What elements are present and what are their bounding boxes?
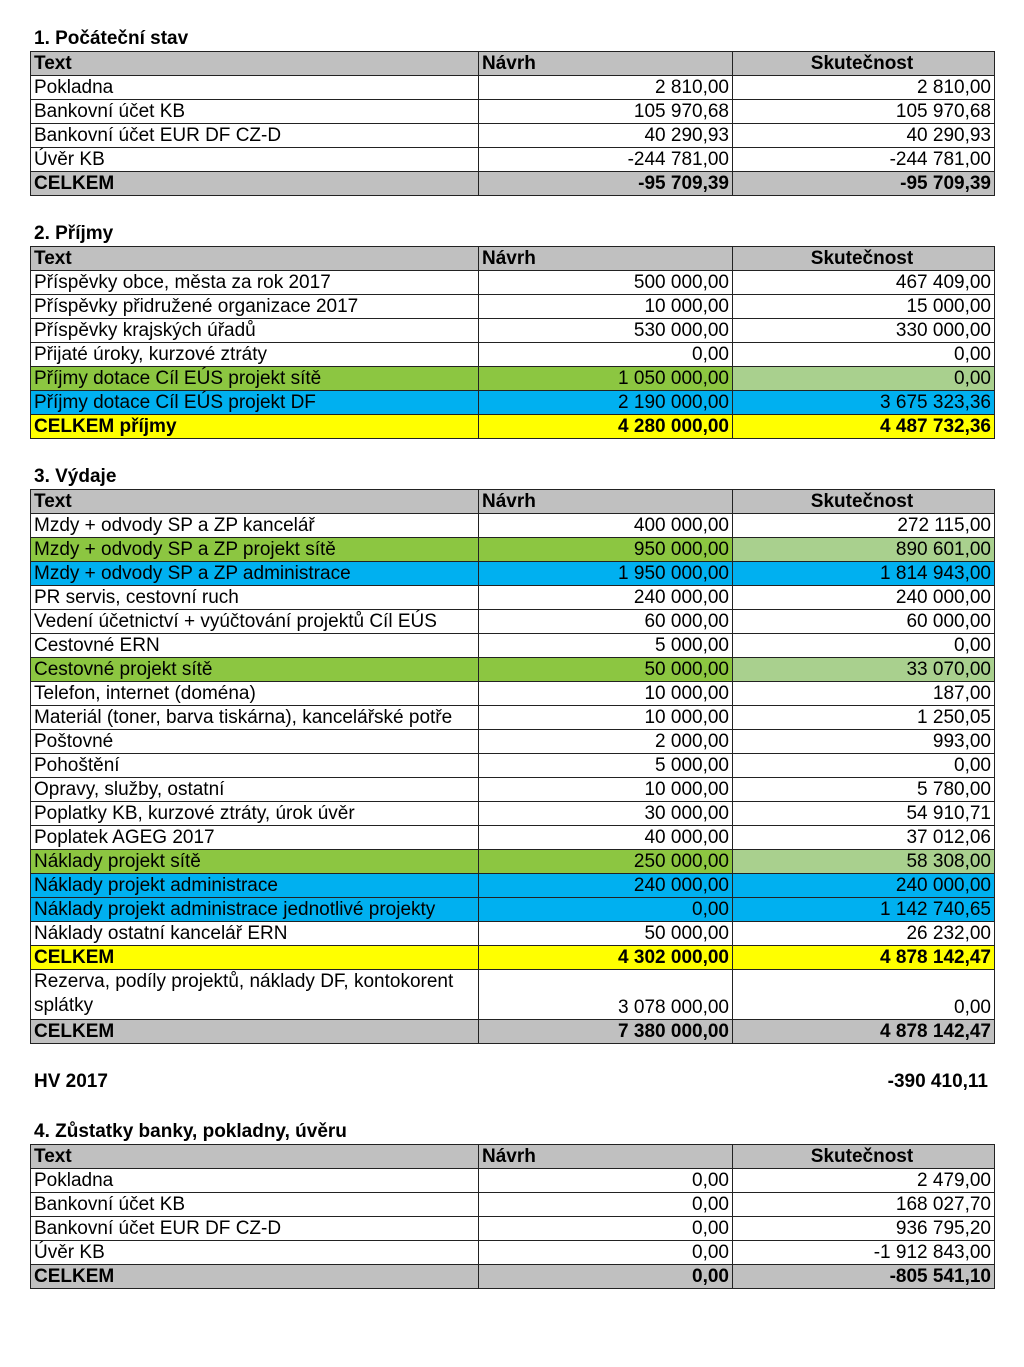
table-vydaje — [30, 489, 995, 1044]
cell-skutecnost: 60 000,00 — [733, 610, 995, 634]
cell-text: Vedení účetnictví + vyúčtování projektů Cíl EÚS — [31, 610, 479, 634]
table-row — [31, 148, 995, 172]
header-skutecnost: Skutečnost — [733, 52, 995, 76]
table-row-green — [31, 658, 995, 682]
cell-skutecnost: -95 709,39 — [733, 172, 995, 196]
cell-skutecnost: 54 910,71 — [733, 802, 995, 826]
cell-navrh: 105 970,68 — [479, 100, 733, 124]
cell-navrh: 50 000,00 — [479, 658, 733, 682]
cell-navrh: 2 190 000,00 — [479, 391, 733, 415]
cell-text: CELKEM — [31, 1020, 479, 1044]
cell-text: Příjmy dotace Cíl EÚS projekt sítě — [31, 367, 479, 391]
table-header — [31, 1145, 995, 1169]
cell-skutecnost: 5 780,00 — [733, 778, 995, 802]
cell-skutecnost: 1 142 740,65 — [733, 898, 995, 922]
cell-text: Telefon, internet (doména) — [31, 682, 479, 706]
cell-text: Úvěr KB — [31, 1241, 479, 1265]
cell-navrh: 2 000,00 — [479, 730, 733, 754]
cell-navrh: -95 709,39 — [479, 172, 733, 196]
table-row — [31, 610, 995, 634]
table-row — [31, 295, 995, 319]
header-navrh: Návrh — [479, 247, 733, 271]
cell-skutecnost: 1 250,05 — [733, 706, 995, 730]
cell-text: Úvěr KB — [31, 148, 479, 172]
table-row — [31, 778, 995, 802]
cell-skutecnost: 993,00 — [733, 730, 995, 754]
cell-navrh: 5 000,00 — [479, 754, 733, 778]
cell-skutecnost: 0,00 — [733, 634, 995, 658]
cell-navrh: 2 810,00 — [479, 76, 733, 100]
table-pocatecni-stav — [30, 51, 995, 196]
header-skutecnost: Skutečnost — [733, 490, 995, 514]
table-row — [31, 1217, 995, 1241]
cell-skutecnost: 330 000,00 — [733, 319, 995, 343]
table-row — [31, 682, 995, 706]
table-row-blue — [31, 874, 995, 898]
cell-text: Mzdy + odvody SP a ZP projekt sítě — [31, 538, 479, 562]
budget-document — [30, 27, 994, 1289]
cell-text: Příjmy dotace Cíl EÚS projekt DF — [31, 391, 479, 415]
table-row — [31, 586, 995, 610]
cell-navrh: 240 000,00 — [479, 586, 733, 610]
cell-skutecnost: 467 409,00 — [733, 271, 995, 295]
cell-navrh: 240 000,00 — [479, 874, 733, 898]
table-row — [31, 343, 995, 367]
hv-summary — [30, 1070, 994, 1094]
table-row-green — [31, 538, 995, 562]
cell-navrh: 5 000,00 — [479, 634, 733, 658]
hv-value: -390 410,11 — [887, 1071, 988, 1092]
total-row — [31, 1020, 995, 1044]
cell-navrh: 950 000,00 — [479, 538, 733, 562]
hv-label: HV 2017 — [34, 1071, 108, 1092]
cell-text: CELKEM — [31, 172, 479, 196]
cell-navrh: 0,00 — [479, 1169, 733, 1193]
table-row-green — [31, 850, 995, 874]
table-row — [31, 271, 995, 295]
table-prijmy — [30, 246, 995, 439]
cell-skutecnost: 2 479,00 — [733, 1169, 995, 1193]
table-row — [31, 319, 995, 343]
cell-text: Náklady projekt administrace — [31, 874, 479, 898]
cell-text: Poplatky KB, kurzové ztráty, úrok úvěr — [31, 802, 479, 826]
cell-text: Poštovné — [31, 730, 479, 754]
header-navrh: Návrh — [479, 52, 733, 76]
cell-skutecnost: 4 487 732,36 — [733, 415, 995, 439]
cell-skutecnost: 4 878 142,47 — [733, 1020, 995, 1044]
table-row-blue — [31, 391, 995, 415]
cell-navrh: 0,00 — [479, 1193, 733, 1217]
cell-navrh: 30 000,00 — [479, 802, 733, 826]
cell-skutecnost: 26 232,00 — [733, 922, 995, 946]
cell-navrh: 50 000,00 — [479, 922, 733, 946]
cell-text: Materiál (toner, barva tiskárna), kancelářské potře — [31, 706, 479, 730]
table-row — [31, 124, 995, 148]
table-row — [31, 706, 995, 730]
cell-text: Mzdy + odvody SP a ZP kancelář — [31, 514, 479, 538]
table-header — [31, 247, 995, 271]
cell-navrh: -244 781,00 — [479, 148, 733, 172]
cell-text: Rezerva, podíly projektů, náklady DF, kontokorent splátky — [31, 970, 479, 1020]
cell-skutecnost: 0,00 — [733, 970, 995, 1020]
cell-text: Příspěvky obce, města za rok 2017 — [31, 271, 479, 295]
table-row — [31, 802, 995, 826]
header-text: Text — [31, 52, 479, 76]
cell-navrh: 60 000,00 — [479, 610, 733, 634]
table-row — [31, 634, 995, 658]
header-navrh: Návrh — [479, 1145, 733, 1169]
cell-skutecnost: 890 601,00 — [733, 538, 995, 562]
total-row — [31, 172, 995, 196]
section-title-pocatecni-stav: 1. Počáteční stav — [34, 28, 189, 49]
cell-text: Poplatek AGEG 2017 — [31, 826, 479, 850]
cell-skutecnost: 40 290,93 — [733, 124, 995, 148]
header-skutecnost: Skutečnost — [733, 247, 995, 271]
header-navrh: Návrh — [479, 490, 733, 514]
section-title-zustatky: 4. Zůstatky banky, pokladny, úvěru — [34, 1121, 347, 1142]
cell-skutecnost: 0,00 — [733, 367, 995, 391]
cell-navrh: 4 302 000,00 — [479, 946, 733, 970]
cell-text: Pokladna — [31, 76, 479, 100]
cell-text: Cestovné projekt sítě — [31, 658, 479, 682]
cell-skutecnost: 105 970,68 — [733, 100, 995, 124]
cell-text: Náklady ostatní kancelář ERN — [31, 922, 479, 946]
table-row — [31, 1169, 995, 1193]
cell-text: Cestovné ERN — [31, 634, 479, 658]
cell-text: CELKEM — [31, 1265, 479, 1289]
cell-skutecnost: 240 000,00 — [733, 586, 995, 610]
header-text: Text — [31, 247, 479, 271]
cell-navrh: 0,00 — [479, 1217, 733, 1241]
cell-navrh: 0,00 — [479, 343, 733, 367]
cell-skutecnost: 4 878 142,47 — [733, 946, 995, 970]
subtotal-row — [31, 946, 995, 970]
cell-navrh: 530 000,00 — [479, 319, 733, 343]
table-row-green — [31, 367, 995, 391]
cell-navrh: 250 000,00 — [479, 850, 733, 874]
total-row — [31, 1265, 995, 1289]
cell-skutecnost: 2 810,00 — [733, 76, 995, 100]
cell-navrh: 0,00 — [479, 1265, 733, 1289]
cell-text: Náklady projekt sítě — [31, 850, 479, 874]
cell-navrh: 1 950 000,00 — [479, 562, 733, 586]
cell-skutecnost: 240 000,00 — [733, 874, 995, 898]
cell-skutecnost: 272 115,00 — [733, 514, 995, 538]
cell-navrh: 1 050 000,00 — [479, 367, 733, 391]
table-row — [31, 730, 995, 754]
cell-skutecnost: -244 781,00 — [733, 148, 995, 172]
cell-skutecnost: -805 541,10 — [733, 1265, 995, 1289]
cell-skutecnost: -1 912 843,00 — [733, 1241, 995, 1265]
header-text: Text — [31, 490, 479, 514]
cell-text: Bankovní účet EUR DF CZ-D — [31, 124, 479, 148]
table-row-blue — [31, 898, 995, 922]
cell-text: Bankovní účet EUR DF CZ-D — [31, 1217, 479, 1241]
section-title-prijmy: 2. Příjmy — [34, 223, 114, 244]
cell-text: Náklady projekt administrace jednotlivé projekty — [31, 898, 479, 922]
cell-skutecnost: 3 675 323,36 — [733, 391, 995, 415]
total-row — [31, 415, 995, 439]
cell-skutecnost: 0,00 — [733, 343, 995, 367]
cell-text: Bankovní účet KB — [31, 100, 479, 124]
cell-skutecnost: 0,00 — [733, 754, 995, 778]
cell-text: Opravy, služby, ostatní — [31, 778, 479, 802]
table-row — [31, 826, 995, 850]
cell-skutecnost: 1 814 943,00 — [733, 562, 995, 586]
cell-navrh: 400 000,00 — [479, 514, 733, 538]
cell-text: CELKEM — [31, 946, 479, 970]
cell-navrh: 0,00 — [479, 898, 733, 922]
table-row — [31, 76, 995, 100]
cell-navrh: 40 290,93 — [479, 124, 733, 148]
cell-text: Mzdy + odvody SP a ZP administrace — [31, 562, 479, 586]
table-row — [31, 1241, 995, 1265]
header-skutecnost: Skutečnost — [733, 1145, 995, 1169]
table-row — [31, 1193, 995, 1217]
table-row — [31, 514, 995, 538]
cell-navrh: 10 000,00 — [479, 682, 733, 706]
cell-skutecnost: 187,00 — [733, 682, 995, 706]
cell-text: PR servis, cestovní ruch — [31, 586, 479, 610]
cell-navrh: 7 380 000,00 — [479, 1020, 733, 1044]
table-row — [31, 754, 995, 778]
table-row — [31, 922, 995, 946]
cell-text: Pohoštění — [31, 754, 479, 778]
table-header — [31, 52, 995, 76]
cell-text: Bankovní účet KB — [31, 1193, 479, 1217]
cell-skutecnost: 37 012,06 — [733, 826, 995, 850]
cell-skutecnost: 15 000,00 — [733, 295, 995, 319]
table-row — [31, 100, 995, 124]
cell-navrh: 500 000,00 — [479, 271, 733, 295]
cell-text: Pokladna — [31, 1169, 479, 1193]
cell-skutecnost: 33 070,00 — [733, 658, 995, 682]
cell-navrh: 40 000,00 — [479, 826, 733, 850]
table-row-blue — [31, 562, 995, 586]
cell-navrh: 10 000,00 — [479, 706, 733, 730]
cell-navrh: 4 280 000,00 — [479, 415, 733, 439]
cell-skutecnost: 936 795,20 — [733, 1217, 995, 1241]
cell-skutecnost: 168 027,70 — [733, 1193, 995, 1217]
cell-text: Příspěvky krajských úřadů — [31, 319, 479, 343]
cell-navrh: 3 078 000,00 — [479, 970, 733, 1020]
cell-navrh: 10 000,00 — [479, 778, 733, 802]
table-header — [31, 490, 995, 514]
header-text: Text — [31, 1145, 479, 1169]
cell-text: CELKEM příjmy — [31, 415, 479, 439]
section-title-vydaje: 3. Výdaje — [34, 466, 117, 487]
cell-navrh: 10 000,00 — [479, 295, 733, 319]
cell-navrh: 0,00 — [479, 1241, 733, 1265]
cell-skutecnost: 58 308,00 — [733, 850, 995, 874]
table-zustatky — [30, 1144, 995, 1289]
cell-text: Přijaté úroky, kurzové ztráty — [31, 343, 479, 367]
reserve-row — [31, 970, 995, 1020]
cell-text: Příspěvky přidružené organizace 2017 — [31, 295, 479, 319]
